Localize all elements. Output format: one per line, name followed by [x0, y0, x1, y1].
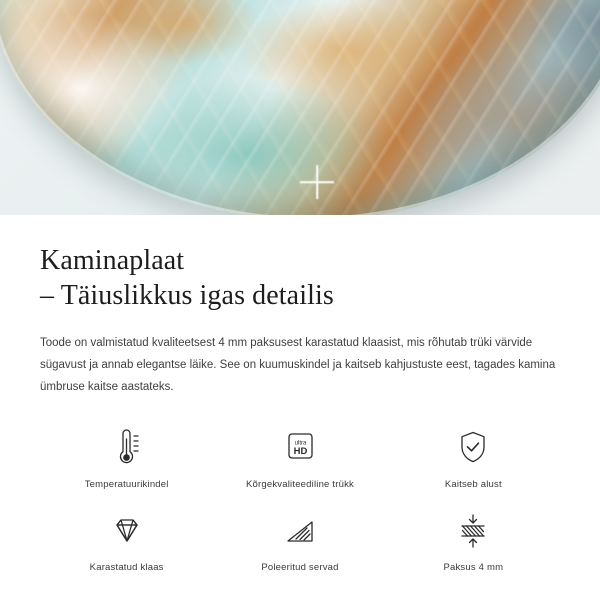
feature-item-print-quality	[213, 425, 386, 490]
feature-item-surface-protection	[387, 425, 560, 490]
thermometer-icon	[107, 425, 147, 471]
svg-text:ultra: ultra	[294, 440, 307, 447]
feature-label: Karastatud klaas	[89, 561, 164, 573]
marble-plate-image	[0, 0, 600, 215]
ultra-hd-icon	[278, 425, 322, 471]
page-title	[40, 243, 560, 314]
svg-text:HD: HD	[293, 445, 308, 457]
diamond-icon	[105, 508, 149, 554]
feature-label: Poleeritud servad	[261, 561, 339, 573]
feature-label: Paksus 4 mm	[443, 561, 504, 573]
feature-label: Temperatuurikindel	[84, 478, 169, 490]
feature-item-thickness	[387, 508, 560, 573]
feature-item-polished-edges	[213, 508, 386, 573]
shield-check-icon	[453, 425, 493, 471]
feature-label: Kaitseb alust	[444, 478, 502, 490]
content-area	[0, 243, 600, 573]
thickness-arrows-icon	[452, 508, 494, 554]
product-description: Toode on valmistatud kvaliteetsest 4 mm paksusest karastatud klaasist, mis rõhutab trüki värvide sügavust ja annab elegantse läike. See on kuumuskindel ja kaitseb kahjustuste eest, tagades kamina ümbruse kaitse aastateks.	[40, 336, 556, 394]
hero-image	[0, 0, 600, 215]
polished-edges-icon	[279, 508, 321, 554]
feature-item-tempered-glass	[40, 508, 213, 573]
page-title-line1: Kaminaplaat	[40, 245, 185, 276]
feature-label: Kõrgekvaliteediline trükk	[246, 478, 354, 490]
feature-item-temperature	[40, 425, 213, 490]
page-title-line2: – Täiuslikkus igas detailis	[40, 280, 334, 312]
feature-list	[40, 425, 560, 573]
